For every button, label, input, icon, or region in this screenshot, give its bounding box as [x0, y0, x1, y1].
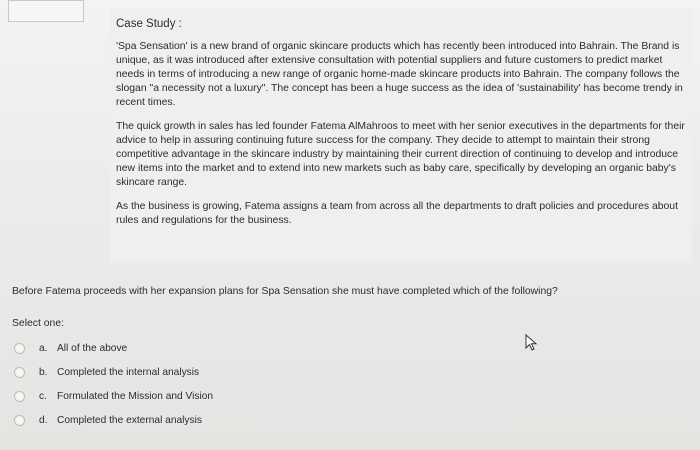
radio-button-icon[interactable] [14, 343, 25, 354]
case-study-title: Case Study : [116, 18, 182, 30]
answer-option-c[interactable] [14, 384, 414, 408]
case-paragraph: As the business is growing, Fatema assigns a team from across all the departments to draft policies and procedures about rules and regulations for the business. [116, 201, 678, 226]
case-paragraph: 'Spa Sensation' is a new brand of organic skincare products which has recently been introduced into Bahrain. The Brand is unique, as it was introduced after extensive consultation with potential suppliers and future customers to predict market needs in terms of introducing a new range of organic home-made skincare products into Bahrain. The company follows the slogan "a necessity not a luxury". The concept has been a huge success as the idea of 'sustainability' has become trendy in recent times. [116, 41, 683, 108]
radio-button-icon[interactable] [14, 391, 25, 402]
option-letter: d. [39, 414, 48, 426]
option-text[interactable]: Formulated the Mission and Vision [57, 390, 214, 402]
option-letter: b. [39, 366, 48, 378]
answer-option-d[interactable] [14, 408, 414, 432]
answer-options [14, 336, 414, 432]
radio-button-icon[interactable] [14, 367, 25, 378]
mouse-pointer-icon [525, 334, 539, 352]
option-text[interactable]: Completed the external analysis [57, 414, 202, 426]
option-letter: a. [39, 342, 48, 354]
case-study-panel [110, 8, 692, 263]
answer-option-a[interactable] [14, 336, 414, 360]
question-text: Before Fatema proceeds with her expansion plans for Spa Sensation she must have completed which of the following? [12, 286, 558, 297]
option-text[interactable]: All of the above [57, 342, 128, 354]
option-text[interactable]: Completed the internal analysis [57, 366, 200, 378]
answer-option-b[interactable] [14, 360, 414, 384]
radio-button-icon[interactable] [14, 415, 25, 426]
option-letter: c. [39, 390, 47, 402]
question-info-box [8, 0, 84, 22]
select-one-label: Select one: [12, 318, 64, 329]
case-paragraph: The quick growth in sales has led founder Fatema AlMahroos to meet with her senior executives in the departments for their advice to help in assuring continuing future success for the company. They decide to attempt to maintain their strong competitive advantage in the skincare industry by maintaining their current direction of continuing to develop and introduce new items into the market and to extend into new markets such as baby care, specifically by developing an organic baby's skincare range. [116, 121, 685, 188]
